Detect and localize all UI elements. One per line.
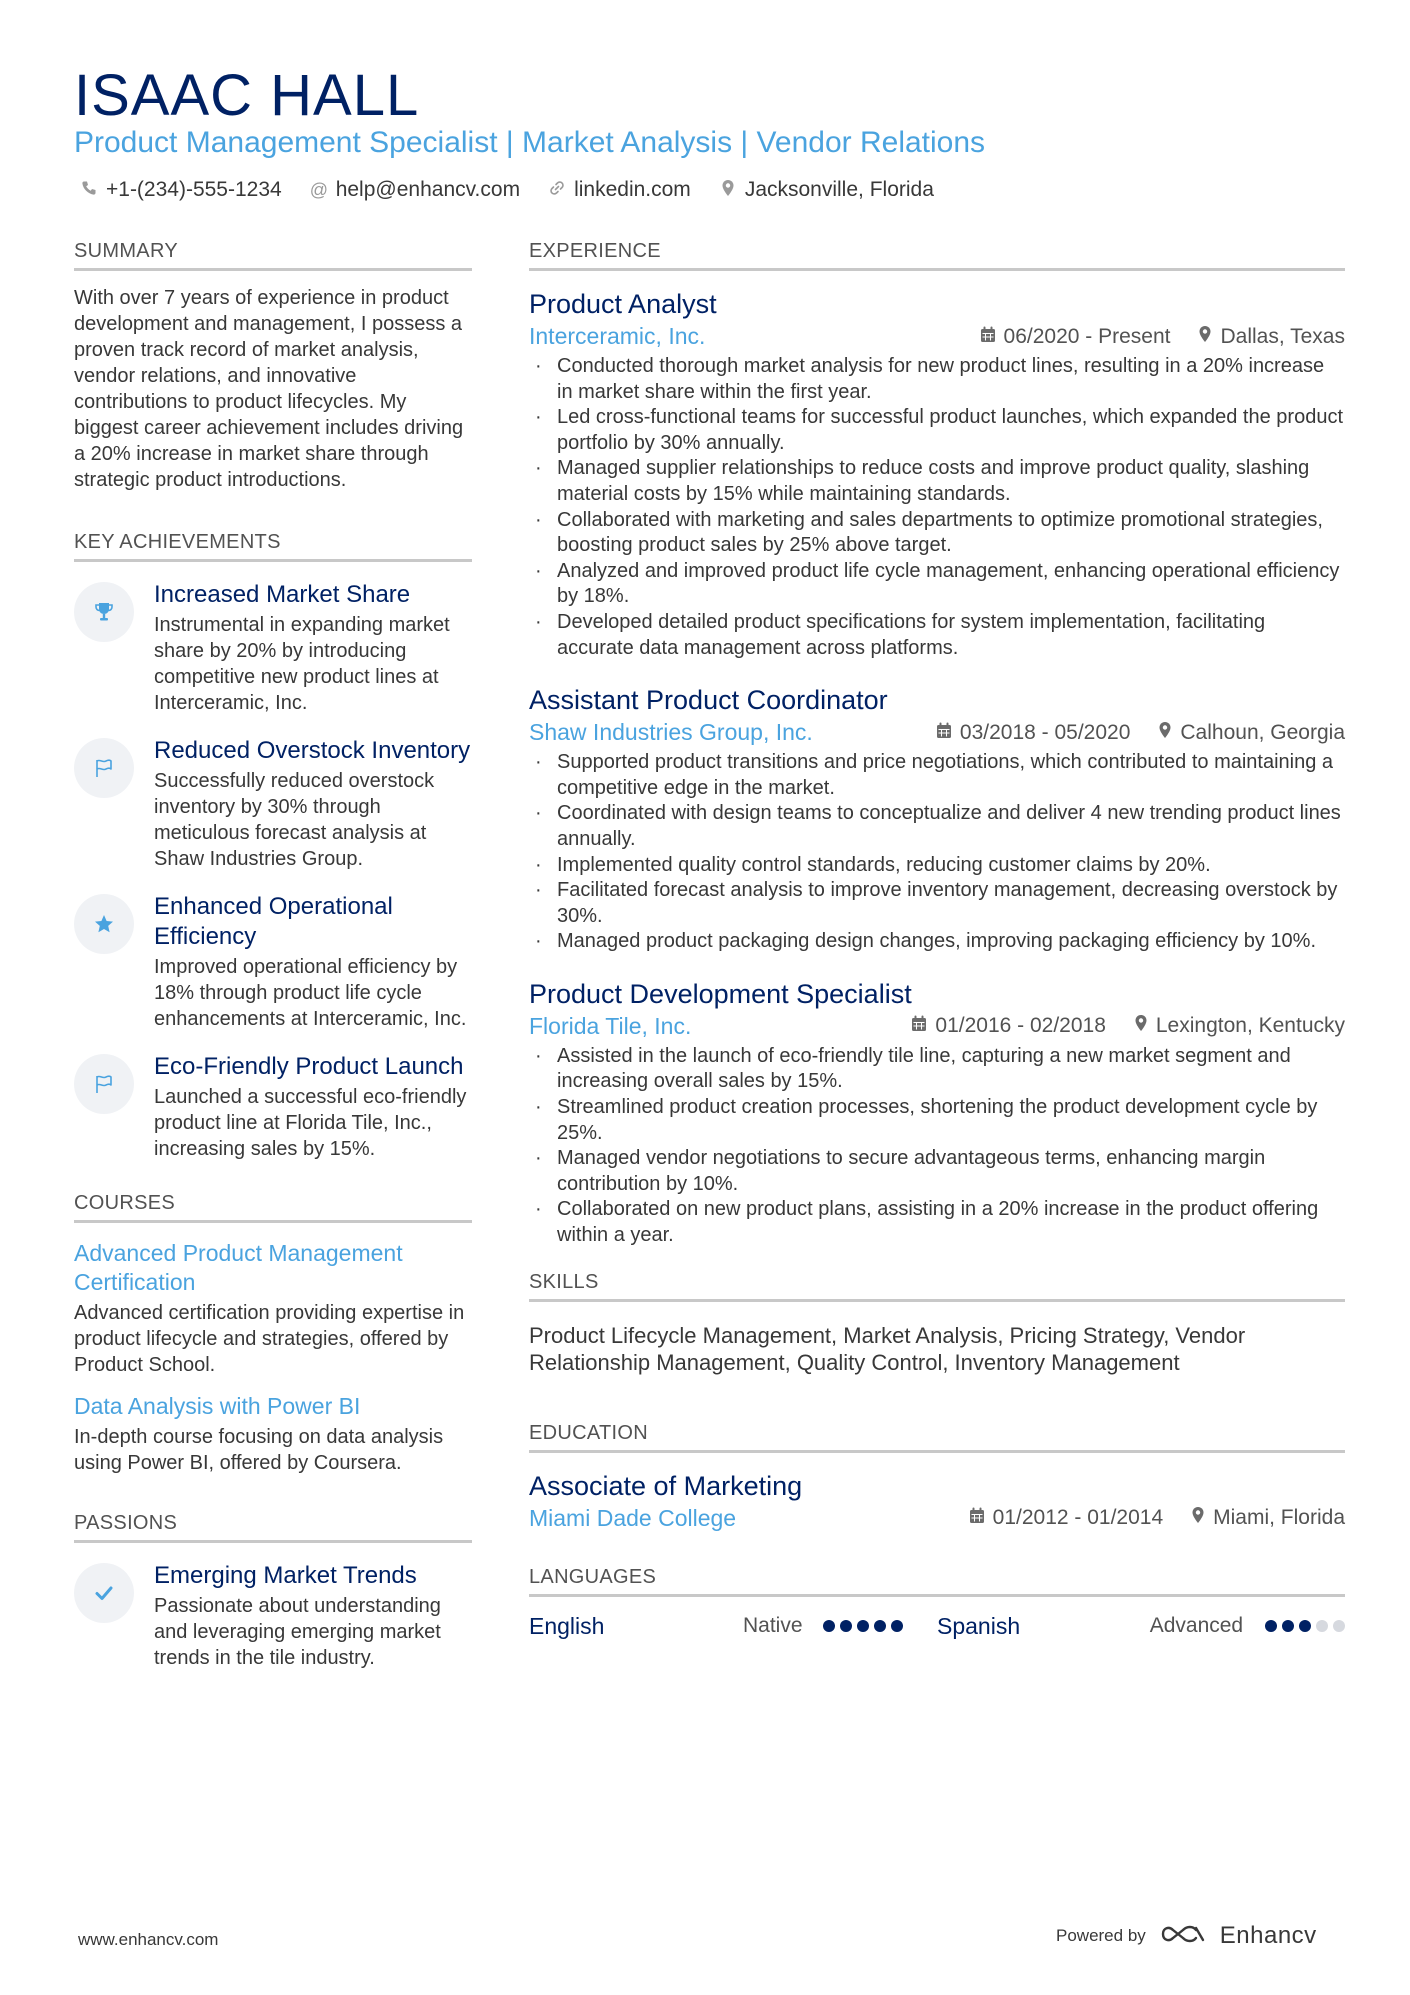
- phone-icon: [80, 180, 98, 201]
- language-level: Native: [743, 1614, 803, 1638]
- contact-email[interactable]: [310, 178, 520, 202]
- courses-title: COURSES: [74, 1192, 472, 1223]
- calendar-icon: [936, 721, 952, 745]
- skills-section: [529, 1271, 1345, 1376]
- job-company: Shaw Industries Group, Inc.: [529, 719, 813, 746]
- job-bullet: · Implemented quality control standards, reducing customer claims by 20%.: [529, 853, 1345, 879]
- at-icon: @: [309, 179, 328, 200]
- language-name: Spanish: [937, 1612, 1021, 1639]
- languages-title: LANGUAGES: [529, 1566, 1345, 1597]
- footer-website[interactable]: www.enhancv.com: [78, 1930, 219, 1949]
- job-bullet: · Collaborated on new product plans, assisting in a 20% increase in the product offering within a year.: [529, 1197, 1345, 1248]
- location-icon: [1134, 1014, 1148, 1038]
- job-bullet: · Managed vendor negotiations to secure advantageous terms, enhancing margin contribution by 10%.: [529, 1146, 1345, 1197]
- achievement-title: Enhanced Operational Efficiency: [154, 893, 393, 950]
- course-title: Advanced Product Management Certification: [74, 1240, 403, 1295]
- contact-email-value: help@enhancv.com: [335, 178, 521, 201]
- languages-section: [529, 1566, 1345, 1640]
- job-bullets: [529, 354, 1345, 661]
- proficiency-dot-empty: [1316, 1620, 1328, 1632]
- candidate-headline: Product Management Specialist | Market Analysis | Vendor Relations: [74, 126, 986, 159]
- achievement-title: Reduced Overstock Inventory: [154, 737, 471, 764]
- proficiency-dot-filled: [857, 1620, 869, 1632]
- education-school: Miami Dade College: [529, 1504, 737, 1531]
- contact-phone-value: +1-(234)-555-1234: [106, 178, 282, 201]
- course-desc: Advanced certification providing expertise in product lifecycle and strategies, offered by Product School.: [74, 1302, 465, 1376]
- language-proficiency-dots: [823, 1620, 903, 1632]
- job-entry: [529, 287, 1345, 661]
- job-bullets: [529, 1044, 1345, 1249]
- passions-section: [74, 1512, 472, 1671]
- calendar-icon: [980, 325, 996, 349]
- job-entry: [529, 977, 1345, 1249]
- powered-by-label: Powered by: [1056, 1926, 1146, 1945]
- calendar-icon: [969, 1506, 985, 1530]
- location-icon: [1158, 721, 1172, 745]
- skills-text: Product Lifecycle Management, Market Analysis, Pricing Strategy, Vendor Relationship Management, Quality Control, Inventory Management: [529, 1322, 1246, 1375]
- job-dates: 01/2016 - 02/2018: [935, 1014, 1106, 1038]
- enhancv-logo-icon: [1160, 1923, 1206, 1950]
- job-bullet: · Assisted in the launch of eco-friendly tile line, capturing a new market segment and increasing overall sales by 15%.: [529, 1044, 1345, 1095]
- proficiency-dot-empty: [1333, 1620, 1345, 1632]
- education-section: [529, 1422, 1345, 1532]
- location-icon: [719, 179, 737, 202]
- achievement-item: [74, 736, 472, 872]
- footer-branding: [1056, 1922, 1317, 1950]
- job-bullet: · Developed detailed product specifications for system implementation, facilitating accurate data management across platforms.: [529, 610, 1345, 661]
- job-bullets: [529, 750, 1345, 955]
- job-bullet: · Supported product transitions and price negotiations, which contributed to maintaining a competitive edge in the market.: [529, 750, 1345, 801]
- achievement-desc: Launched a successful eco-friendly product line at Florida Tile, Inc., increasing sales by 15%.: [154, 1086, 467, 1160]
- achievement-title: Eco-Friendly Product Launch: [154, 1053, 464, 1080]
- skills-title: SKILLS: [529, 1271, 1345, 1302]
- proficiency-dot-filled: [823, 1620, 835, 1632]
- check-icon: [74, 1563, 134, 1623]
- passion-desc: Passionate about understanding and leveraging emerging market trends in the tile industry.: [154, 1595, 441, 1669]
- job-title: Product Development Specialist: [529, 978, 912, 1009]
- job-title: Product Analyst: [529, 289, 717, 319]
- contact-linkedin-value: linkedin.com: [574, 178, 691, 201]
- contact-phone[interactable]: [80, 178, 282, 202]
- trophy-icon: [74, 582, 134, 642]
- job-dates: 03/2018 - 05/2020: [959, 720, 1131, 744]
- achievement-item: [74, 1052, 472, 1162]
- job-company: Florida Tile, Inc.: [529, 1012, 692, 1039]
- job-bullet: · Managed product packaging design changes, improving packaging efficiency by 10%.: [529, 929, 1345, 955]
- right-column: [529, 240, 1345, 1640]
- job-company: Interceramic, Inc.: [529, 323, 706, 349]
- job-title: Assistant Product Coordinator: [529, 685, 888, 716]
- education-dates: 01/2012 - 01/2014: [992, 1506, 1164, 1530]
- achievement-title: Increased Market Share: [154, 581, 411, 608]
- achievement-desc: Successfully reduced overstock inventory by 30% through meticulous forecast analysis at Shaw Industries Group.: [154, 770, 435, 870]
- calendar-icon: [911, 1014, 927, 1038]
- job-dates: 06/2020 - Present: [1003, 324, 1171, 348]
- job-location: Lexington, Kentucky: [1155, 1014, 1345, 1038]
- star-icon: [74, 894, 134, 954]
- passion-title: Emerging Market Trends: [154, 1562, 417, 1589]
- proficiency-dot-filled: [1282, 1620, 1294, 1632]
- link-icon: [548, 180, 566, 201]
- job-bullet: · Collaborated with marketing and sales departments to optimize promotional strategies, boosting product sales by 25% above target.: [529, 508, 1345, 559]
- job-bullet: · Conducted thorough market analysis for new product lines, resulting in a 20% increase in market share within the first year.: [529, 354, 1345, 405]
- proficiency-dot-filled: [1299, 1620, 1311, 1632]
- job-entry: [529, 683, 1345, 955]
- summary-section: [74, 240, 472, 493]
- language-proficiency-dots: [1265, 1620, 1345, 1632]
- flag-icon: [74, 738, 134, 798]
- achievements-section: [74, 531, 472, 1162]
- job-location: Calhoun, Georgia: [1180, 720, 1345, 744]
- proficiency-dot-filled: [874, 1620, 886, 1632]
- flag-icon: [74, 1054, 134, 1114]
- proficiency-dot-filled: [1265, 1620, 1277, 1632]
- left-column: [74, 240, 472, 1691]
- education-degree: Associate of Marketing: [529, 1470, 803, 1501]
- language-level: Advanced: [1149, 1614, 1244, 1638]
- job-bullet: · Managed supplier relationships to reduce costs and improve product quality, slashing material costs by 15% while maintaining standards.: [529, 456, 1345, 507]
- brand-name: Enhancv: [1219, 1922, 1317, 1949]
- proficiency-dot-filled: [840, 1620, 852, 1632]
- candidate-name: ISAAC HALL: [74, 63, 420, 128]
- courses-section: [74, 1192, 472, 1476]
- summary-text: With over 7 years of experience in product development and management, I possess a proven track record of market analysis, vendor relations, and innovative contributions to product lifecycles. My biggest career achievement includes driving a 20% increase in market share through strategic product introductions.: [74, 287, 464, 491]
- job-bullet: · Facilitated forecast analysis to improve inventory management, decreasing overstock by 30%.: [529, 878, 1345, 929]
- job-bullet: · Streamlined product creation processes, shortening the product development cycle by 25%.: [529, 1095, 1345, 1146]
- location-icon: [1198, 325, 1212, 349]
- proficiency-dot-filled: [891, 1620, 903, 1632]
- achievement-desc: Improved operational efficiency by 18% through product life cycle enhancements at Interceramic, Inc.: [154, 956, 467, 1030]
- contact-location: [719, 178, 934, 202]
- job-location: Dallas, Texas: [1220, 324, 1345, 348]
- job-bullet: · Coordinated with design teams to conceptualize and deliver 4 new trending product lines annually.: [529, 801, 1345, 852]
- course-title: Data Analysis with Power BI: [74, 1393, 361, 1419]
- education-location: Miami, Florida: [1213, 1506, 1345, 1530]
- passions-title: PASSIONS: [74, 1512, 472, 1543]
- contact-bar: [80, 178, 934, 202]
- job-bullet: · Analyzed and improved product life cycle management, enhancing operational efficiency by 18%.: [529, 559, 1345, 610]
- job-bullet: · Led cross-functional teams for successful product launches, which expanded the product portfolio by 30% annually.: [529, 405, 1345, 456]
- language-item: [529, 1613, 937, 1640]
- achievements-title: KEY ACHIEVEMENTS: [74, 531, 472, 562]
- language-name: English: [529, 1612, 605, 1639]
- course-desc: In-depth course focusing on data analysis using Power BI, offered by Coursera.: [74, 1426, 444, 1474]
- achievement-item: [74, 580, 472, 716]
- education-title: EDUCATION: [529, 1422, 1345, 1453]
- experience-title: EXPERIENCE: [529, 240, 1345, 271]
- summary-title: SUMMARY: [74, 240, 472, 271]
- achievement-desc: Instrumental in expanding market share by 20% by introducing competitive new product lines at Interceramic, Inc.: [154, 614, 450, 714]
- contact-location-value: Jacksonville, Florida: [744, 178, 934, 201]
- language-item: [937, 1613, 1345, 1640]
- achievement-item: [74, 892, 472, 1032]
- experience-section: [529, 240, 1345, 1249]
- location-icon: [1191, 1506, 1205, 1530]
- contact-linkedin[interactable]: [548, 178, 691, 202]
- passion-item: [74, 1561, 472, 1671]
